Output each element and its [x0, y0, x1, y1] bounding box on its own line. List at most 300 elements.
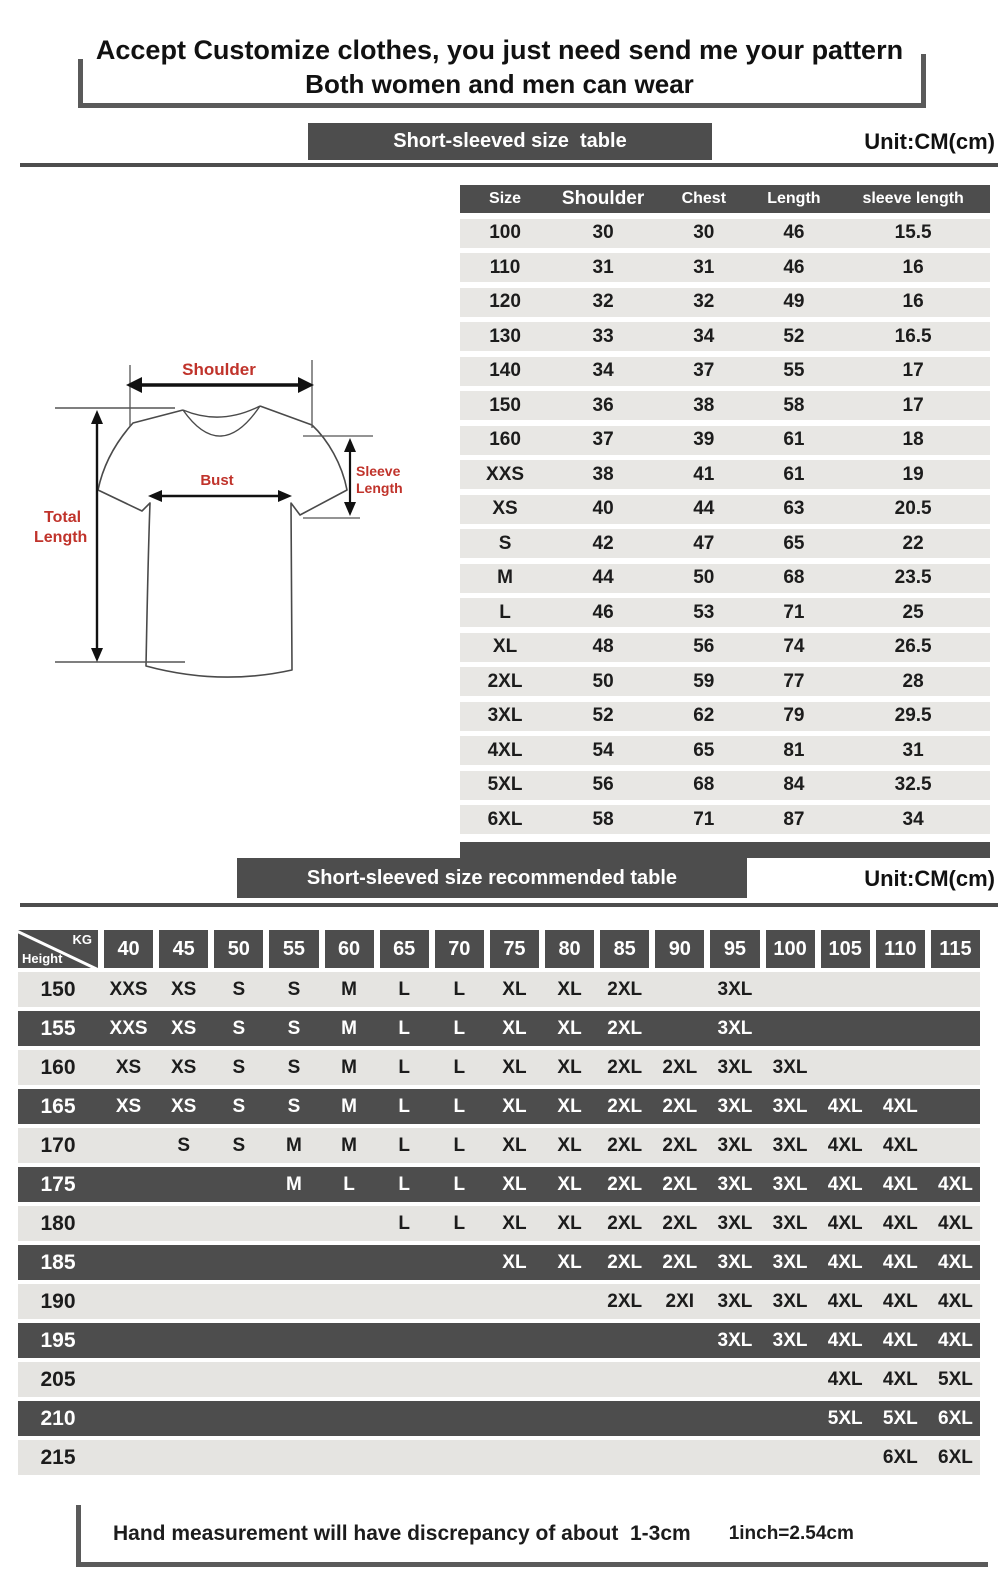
- total-arrowhead-bottom: [91, 648, 103, 662]
- size-table-row: [460, 357, 990, 386]
- measurement-cell: 53: [693, 601, 715, 623]
- tshirt-measurement-diagram: [20, 348, 430, 703]
- bust-label: Bust: [200, 472, 234, 489]
- measurement-cell: 25: [902, 601, 924, 623]
- measurement-cell: 48: [592, 636, 614, 657]
- size-table-row: [460, 322, 990, 351]
- footer-inch-conversion: 1inch=2.54cm: [728, 1522, 854, 1544]
- recommended-size-cell: 4XL: [938, 1173, 973, 1195]
- recommended-size-cell: 3XL: [717, 978, 753, 1000]
- weight-column-header: 65: [380, 930, 429, 968]
- recommended-size-cell: L: [453, 1056, 466, 1078]
- measurement-cell: 34: [693, 325, 715, 347]
- matrix-row: [18, 1089, 980, 1124]
- recommended-size-cell: 2XL: [662, 1134, 698, 1156]
- recommended-size-cell: 4XL: [882, 1134, 918, 1156]
- measurement-cell: 46: [592, 601, 614, 623]
- measurement-cell: 50: [693, 567, 715, 588]
- measurement-cell: 58: [783, 394, 805, 416]
- recommended-size-cell: 3XL: [772, 1173, 808, 1195]
- recommended-size-cell: 4XL: [827, 1173, 863, 1195]
- measurement-cell: 20.5: [894, 498, 932, 519]
- recommended-size-cell: 2XL: [607, 1017, 643, 1039]
- matrix-row: [18, 1128, 980, 1163]
- matrix-row: [18, 1401, 980, 1436]
- recommended-size-cell: 4XL: [827, 1134, 863, 1156]
- size-table-banner: Short-sleeved size table: [308, 123, 712, 160]
- recommended-size-cell: 3XL: [772, 1290, 808, 1312]
- recommended-size-cell: L: [398, 1212, 410, 1234]
- size-table-row: [460, 667, 990, 696]
- matrix-corner-cell: [18, 930, 98, 968]
- sleeve-arrowhead-top: [344, 438, 356, 452]
- corner-height-label: Height: [22, 951, 63, 966]
- recommended-size-cell: XL: [502, 1173, 527, 1195]
- measurement-cell: 32: [693, 291, 715, 312]
- weight-column-header: 95: [710, 930, 759, 968]
- size-cell: 130: [489, 325, 521, 347]
- recommended-size-cell: 3XL: [772, 1134, 808, 1156]
- size-table-row: [460, 426, 990, 455]
- recommended-size-cell: 4XL: [827, 1212, 863, 1234]
- height-label: 195: [40, 1328, 76, 1352]
- recommended-size-cell: 3XL: [717, 1212, 753, 1234]
- recommended-size-cell: 2XL: [607, 978, 643, 1000]
- recommended-size-cell: M: [341, 1095, 357, 1117]
- recommended-size-cell: S: [287, 1095, 301, 1117]
- size-table-row: [460, 391, 990, 420]
- size-cell: 110: [489, 256, 521, 278]
- measurement-cell: 87: [783, 808, 805, 830]
- matrix-row: [18, 1050, 980, 1085]
- recommended-size-cell: 5XL: [827, 1407, 863, 1429]
- measurement-cell: 47: [693, 532, 715, 554]
- recommended-size-cell: 3XL: [772, 1251, 808, 1273]
- corner-kg-label: KG: [72, 932, 92, 947]
- size-cell: 3XL: [487, 705, 523, 726]
- recommended-size-cell: XL: [502, 1017, 527, 1039]
- matrix-header-row: [18, 930, 980, 968]
- measurement-cell: 62: [693, 705, 715, 726]
- recommended-size-cell: L: [398, 1095, 410, 1117]
- size-table-column-header: Size: [489, 190, 522, 207]
- size-table-footer-bar: [460, 842, 990, 858]
- measurement-cell: 32.5: [894, 774, 932, 795]
- recommended-size-cell: XL: [502, 1095, 527, 1117]
- recommended-size-cell: M: [341, 1134, 357, 1156]
- recommended-size-cell: 2XL: [607, 1134, 643, 1156]
- recommended-size-cell: M: [341, 1056, 357, 1078]
- height-label: 210: [40, 1406, 76, 1430]
- measurement-cell: 65: [693, 739, 715, 761]
- height-label: 175: [40, 1172, 76, 1196]
- measurement-cell: 17: [902, 360, 924, 381]
- recommended-size-cell: L: [453, 978, 466, 1000]
- recommended-size-cell: 6XL: [938, 1446, 973, 1468]
- recommended-size-cell: 4XL: [882, 1368, 918, 1390]
- recommended-size-cell: 4XL: [938, 1212, 973, 1234]
- recommended-size-cell: L: [453, 1017, 466, 1039]
- recommended-size-cell: 2XL: [607, 1056, 643, 1078]
- measurement-cell: 38: [693, 394, 715, 416]
- measurement-cell: 42: [592, 532, 614, 554]
- height-label: 190: [40, 1289, 76, 1313]
- recommended-size-cell: S: [232, 1134, 246, 1156]
- measurement-cell: 18: [902, 429, 924, 450]
- recommended-size-cell: XL: [502, 1134, 527, 1156]
- recommended-size-cell: 2XL: [662, 1251, 698, 1273]
- unit-label-size-table: Unit:CM(cm): [864, 129, 995, 154]
- recommended-size-cell: L: [398, 1134, 410, 1156]
- size-cell: 120: [489, 291, 521, 312]
- recommended-size-cell: XS: [171, 1095, 197, 1117]
- page-subtitle: Both women and men can wear: [305, 69, 694, 99]
- measurement-cell: 34: [902, 808, 924, 830]
- recommended-size-cell: XL: [502, 978, 527, 1000]
- weight-column-header: 90: [655, 930, 704, 968]
- size-cell: XXS: [486, 463, 525, 485]
- measurement-cell: 59: [693, 670, 715, 692]
- recommended-size-cell: 4XL: [882, 1173, 918, 1195]
- measurement-cell: 29.5: [894, 705, 932, 726]
- recommended-size-cell: 4XL: [827, 1290, 863, 1312]
- measurement-cell: 37: [592, 429, 614, 450]
- measurement-cell: 49: [783, 291, 805, 312]
- recommended-size-cell: 4XL: [827, 1095, 863, 1117]
- measurement-cell: 40: [592, 498, 614, 519]
- recommended-size-cell: 3XL: [717, 1017, 753, 1039]
- recommended-size-cell: XL: [557, 1251, 582, 1273]
- recommended-size-cell: 3XL: [717, 1095, 753, 1117]
- measurement-cell: 22: [902, 532, 924, 554]
- measurement-cell: 63: [783, 498, 805, 519]
- measurement-cell: 56: [693, 636, 715, 657]
- recommended-size-cell: XL: [502, 1056, 527, 1078]
- size-table: [460, 185, 990, 858]
- size-cell: 2XL: [487, 670, 523, 692]
- size-cell: XL: [492, 636, 518, 657]
- recommended-size-cell: 3XL: [717, 1134, 753, 1156]
- size-table-row: [460, 460, 990, 489]
- measurement-cell: 84: [783, 774, 805, 795]
- recommended-size-cell: 2XL: [662, 1095, 698, 1117]
- measurement-cell: 38: [592, 463, 614, 485]
- measurement-cell: 50: [592, 670, 614, 692]
- recommended-size-cell: 2XL: [607, 1212, 643, 1234]
- recommended-size-cell: 4XL: [827, 1368, 863, 1390]
- recommended-size-cell: 4XL: [938, 1329, 973, 1351]
- size-cell: 5XL: [487, 774, 523, 795]
- footer-note-box: [76, 1505, 988, 1567]
- recommended-table-banner: Short-sleeved size recommended table: [237, 858, 747, 898]
- recommended-size-cell: S: [232, 978, 246, 1000]
- weight-column-header: 115: [931, 930, 980, 968]
- recommended-size-cell: XL: [557, 1095, 582, 1117]
- weight-column-header: 45: [159, 930, 208, 968]
- recommended-size-cell: L: [398, 1017, 410, 1039]
- measurement-cell: 32: [592, 291, 614, 312]
- matrix-row: [18, 1167, 980, 1202]
- measurement-cell: 74: [783, 636, 805, 657]
- size-table-row: [460, 633, 990, 662]
- recommended-size-cell: M: [341, 978, 357, 1000]
- size-table-column-header: Shoulder: [561, 188, 645, 209]
- weight-column-header: 85: [600, 930, 649, 968]
- measurement-cell: 16.5: [894, 325, 932, 347]
- measurement-cell: 79: [783, 705, 805, 726]
- size-cell: 100: [489, 222, 521, 243]
- measurement-cell: 36: [592, 394, 614, 416]
- measurement-cell: 71: [783, 601, 805, 623]
- height-label: 170: [40, 1133, 76, 1157]
- measurement-cell: 39: [693, 429, 715, 450]
- recommended-size-cell: XS: [171, 1017, 197, 1039]
- shoulder-label: Shoulder: [182, 360, 256, 379]
- measurement-cell: 15.5: [894, 222, 932, 243]
- size-table-column-header: sleeve length: [862, 190, 964, 207]
- recommended-size-matrix: [18, 930, 980, 1475]
- measurement-cell: 19: [902, 463, 924, 485]
- weight-column-header: 70: [435, 930, 484, 968]
- height-label: 180: [40, 1211, 76, 1235]
- measurement-cell: 61: [783, 463, 805, 485]
- size-table-row: [460, 288, 990, 317]
- measurement-cell: 17: [902, 394, 924, 416]
- measurement-cell: 54: [592, 739, 614, 761]
- tshirt-outline: [98, 406, 347, 677]
- measurement-cell: 52: [783, 325, 805, 347]
- recommended-size-cell: 3XL: [772, 1095, 808, 1117]
- tshirt-diagram-svg: [20, 348, 430, 703]
- measurement-cell: 77: [783, 670, 805, 692]
- size-cell: 160: [489, 429, 521, 450]
- size-cell: 6XL: [487, 808, 523, 830]
- recommended-size-cell: 2XL: [607, 1095, 643, 1117]
- recommended-size-cell: M: [286, 1173, 302, 1195]
- measurement-cell: 26.5: [894, 636, 932, 657]
- recommended-size-cell: 4XL: [882, 1095, 918, 1117]
- recommended-size-cell: 5XL: [882, 1407, 918, 1429]
- recommended-size-cell: S: [232, 1017, 246, 1039]
- height-label: 185: [40, 1250, 76, 1274]
- shoulder-arrowhead-left: [126, 377, 142, 393]
- recommended-size-cell: 6XL: [938, 1407, 973, 1429]
- measurement-cell: 55: [783, 360, 805, 381]
- page-title: Accept Customize clothes, you just need send me your pattern: [95, 35, 904, 65]
- recommended-size-cell: 2XL: [662, 1056, 698, 1078]
- measurement-cell: 34: [592, 360, 614, 381]
- height-label: 160: [40, 1055, 76, 1079]
- size-table-column-header: Chest: [681, 190, 727, 207]
- recommended-size-cell: 3XL: [717, 1056, 753, 1078]
- measurement-cell: 46: [783, 222, 805, 243]
- recommended-size-cell: L: [398, 1173, 410, 1195]
- measurement-cell: 81: [783, 739, 805, 761]
- recommended-size-cell: XS: [171, 978, 197, 1000]
- recommended-size-cell: M: [286, 1134, 302, 1156]
- height-label: 205: [40, 1367, 76, 1391]
- recommended-size-cell: 2XL: [607, 1173, 643, 1195]
- recommended-size-cell: XXS: [109, 1017, 148, 1039]
- recommended-size-cell: XL: [557, 1056, 582, 1078]
- recommended-size-cell: 3XL: [717, 1329, 753, 1351]
- recommended-size-cell: S: [177, 1134, 191, 1156]
- recommended-size-cell: L: [453, 1095, 466, 1117]
- recommended-size-cell: 2XL: [662, 1173, 698, 1195]
- sleeve-arrowhead-bottom: [344, 502, 356, 516]
- matrix-row: [18, 1245, 980, 1280]
- recommended-size-cell: XL: [557, 1017, 582, 1039]
- size-table-column-header: Length: [767, 190, 821, 207]
- weight-column-header: 105: [821, 930, 870, 968]
- recommended-size-cell: XL: [502, 1251, 527, 1273]
- size-cell: M: [497, 567, 513, 588]
- recommended-size-cell: 2XI: [665, 1290, 695, 1312]
- recommended-size-cell: 3XL: [772, 1056, 808, 1078]
- measurement-cell: 56: [592, 774, 614, 795]
- measurement-cell: 44: [592, 567, 614, 588]
- divider-line: [20, 163, 998, 167]
- recommended-size-cell: 4XL: [938, 1251, 973, 1273]
- size-table-row: [460, 771, 990, 800]
- recommended-size-cell: XL: [557, 978, 582, 1000]
- measurement-cell: 68: [783, 567, 805, 588]
- size-cell: S: [498, 532, 512, 554]
- recommended-size-cell: M: [341, 1017, 357, 1039]
- recommended-size-cell: 3XL: [717, 1251, 753, 1273]
- recommended-size-cell: 5XL: [938, 1368, 973, 1390]
- weight-column-header: 60: [325, 930, 374, 968]
- recommended-size-cell: 3XL: [717, 1290, 753, 1312]
- recommended-size-cell: L: [398, 1056, 410, 1078]
- size-table-row: [460, 598, 990, 627]
- height-label: 150: [40, 977, 76, 1001]
- measurement-cell: 30: [693, 222, 715, 243]
- footer-measurement-note: Hand measurement will have discrepancy of about 1-3cm: [113, 1521, 691, 1545]
- measurement-cell: 30: [592, 222, 614, 243]
- measurement-cell: 52: [592, 705, 614, 726]
- size-cell: 140: [489, 360, 521, 381]
- total-length-label-line1: Total: [44, 509, 82, 526]
- height-label: 155: [40, 1016, 76, 1040]
- recommended-size-cell: S: [232, 1056, 246, 1078]
- recommended-size-cell: 3XL: [772, 1329, 808, 1351]
- measurement-cell: 33: [592, 325, 614, 347]
- size-table-row: [460, 736, 990, 765]
- measurement-cell: 31: [693, 256, 715, 278]
- matrix-row: [18, 1206, 980, 1241]
- measurement-cell: 37: [693, 360, 715, 381]
- size-table-row: [460, 495, 990, 524]
- matrix-body: [18, 972, 980, 1475]
- sleeve-length-label-line1: Sleeve: [356, 463, 401, 479]
- measurement-cell: 68: [693, 774, 715, 795]
- measurement-cell: 44: [693, 498, 715, 519]
- recommended-size-cell: S: [287, 978, 301, 1000]
- total-arrowhead-top: [91, 410, 103, 424]
- matrix-row: [18, 1284, 980, 1319]
- recommended-size-cell: 4XL: [882, 1212, 918, 1234]
- weight-column-header: 80: [545, 930, 594, 968]
- measurement-cell: 16: [902, 291, 924, 312]
- measurement-cell: 31: [902, 739, 924, 761]
- measurement-cell: 31: [592, 256, 614, 278]
- recommended-size-cell: S: [232, 1095, 246, 1117]
- recommended-size-cell: XL: [557, 1134, 582, 1156]
- total-length-label-line2: Length: [34, 529, 88, 546]
- recommended-size-cell: 3XL: [772, 1212, 808, 1234]
- weight-column-header: 100: [766, 930, 815, 968]
- matrix-row: [18, 1323, 980, 1358]
- recommended-size-cell: XXS: [109, 978, 148, 1000]
- size-cell: XS: [492, 498, 518, 519]
- size-cell: 4XL: [487, 739, 523, 761]
- recommended-size-cell: L: [453, 1212, 466, 1234]
- recommended-size-cell: XS: [115, 1056, 142, 1078]
- recommended-size-cell: 4XL: [827, 1251, 863, 1273]
- matrix-row: [18, 1011, 980, 1046]
- weight-column-header: 40: [104, 930, 153, 968]
- recommended-size-cell: 4XL: [938, 1290, 973, 1312]
- measurement-cell: 46: [783, 256, 805, 278]
- size-table-row: [460, 564, 990, 593]
- recommended-size-cell: XL: [557, 1173, 582, 1195]
- size-table-row: [460, 529, 990, 558]
- measurement-cell: 28: [902, 670, 924, 692]
- size-table-row: [460, 805, 990, 834]
- measurement-cell: 65: [783, 532, 805, 554]
- recommended-size-cell: S: [287, 1017, 301, 1039]
- recommended-size-cell: 2XL: [662, 1212, 698, 1234]
- measurement-cell: 23.5: [894, 567, 932, 588]
- recommended-size-cell: L: [453, 1134, 466, 1156]
- recommended-size-cell: L: [453, 1173, 466, 1195]
- measurement-cell: 41: [693, 463, 715, 485]
- recommended-size-cell: XL: [557, 1212, 582, 1234]
- measurement-cell: 61: [783, 429, 805, 450]
- recommended-size-cell: S: [287, 1056, 301, 1078]
- weight-column-header: 110: [876, 930, 925, 968]
- matrix-row: [18, 1362, 980, 1397]
- height-label: 215: [40, 1445, 76, 1469]
- size-table-body: [460, 219, 990, 835]
- divider-line: [20, 903, 998, 907]
- size-table-row: [460, 219, 990, 248]
- recommended-size-cell: 4XL: [882, 1329, 918, 1351]
- weight-column-header: 55: [269, 930, 318, 968]
- recommended-size-cell: XS: [115, 1095, 142, 1117]
- recommended-size-cell: 4XL: [882, 1251, 918, 1273]
- measurement-cell: 58: [592, 808, 614, 830]
- weight-column-header: 75: [490, 930, 539, 968]
- recommended-size-cell: 2XL: [607, 1290, 643, 1312]
- size-table-row: [460, 253, 990, 282]
- size-table-header-row: [460, 185, 990, 213]
- matrix-row: [18, 1440, 980, 1475]
- recommended-size-cell: 6XL: [882, 1446, 918, 1468]
- unit-label-recommended-table: Unit:CM(cm): [864, 866, 995, 891]
- sleeve-length-label-line2: Length: [356, 480, 403, 496]
- size-cell: L: [499, 601, 511, 623]
- recommended-size-cell: L: [343, 1173, 355, 1195]
- recommended-size-cell: L: [398, 978, 410, 1000]
- weight-column-header: 50: [214, 930, 263, 968]
- recommended-size-cell: 3XL: [717, 1173, 753, 1195]
- matrix-row: [18, 972, 980, 1007]
- recommended-size-cell: 4XL: [827, 1329, 863, 1351]
- height-label: 165: [40, 1094, 76, 1118]
- recommended-size-cell: 2XL: [607, 1251, 643, 1273]
